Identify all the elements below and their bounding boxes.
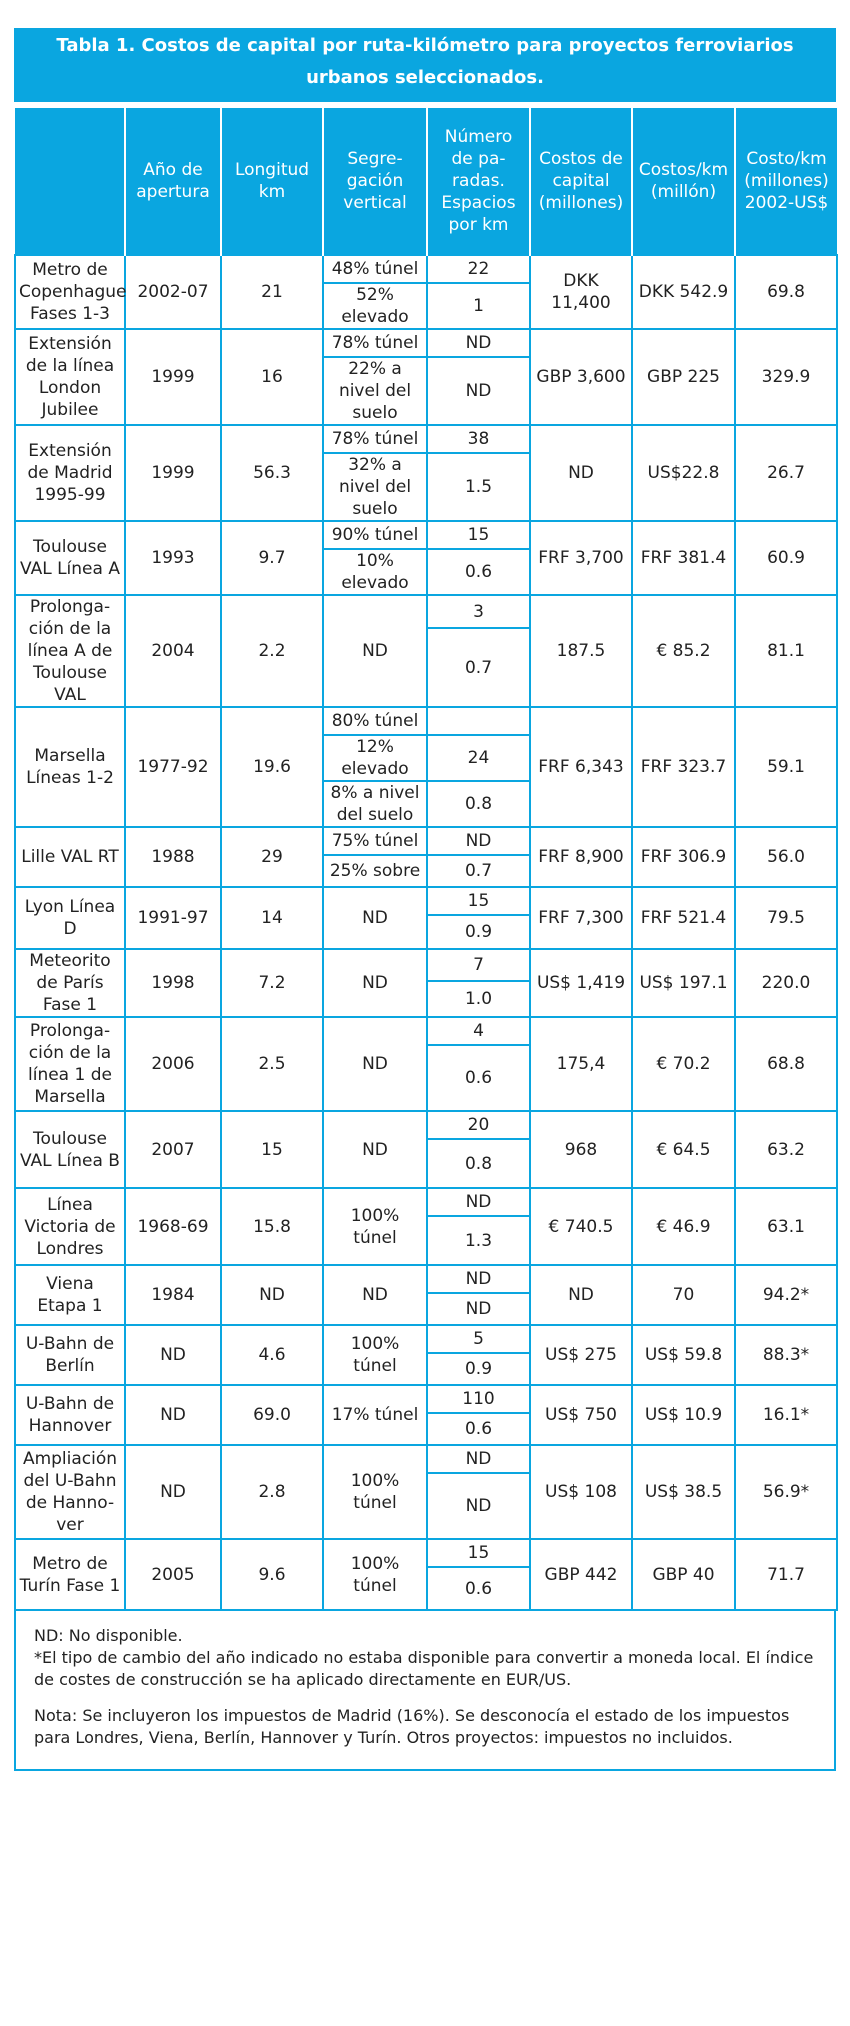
- stops-per-km: 0.9: [427, 915, 530, 949]
- notes: [14, 1611, 836, 1771]
- opening-year: 1988: [125, 827, 221, 887]
- length-km: 2.2: [221, 595, 323, 707]
- capital-cost: DKK 11,400: [530, 255, 632, 329]
- stops-per-km: 0.6: [427, 549, 530, 595]
- vertical-segregation: 25% sobre: [323, 855, 427, 887]
- opening-year: 1993: [125, 521, 221, 595]
- length-km: 2.5: [221, 1017, 323, 1111]
- table-row: [15, 1188, 837, 1216]
- length-km: 56.3: [221, 425, 323, 521]
- stops-per-km: 0.7: [427, 628, 530, 707]
- cost-per-km: GBP 225: [632, 329, 735, 425]
- cost-per-km: € 46.9: [632, 1188, 735, 1265]
- header-row: [15, 108, 837, 255]
- vertical-segregation: 22% a nivel del suelo: [323, 357, 427, 425]
- stops-per-km: 0.7: [427, 855, 530, 887]
- cost-per-km: DKK 542.9: [632, 255, 735, 329]
- table-row: [15, 1017, 837, 1045]
- table-row: [15, 1539, 837, 1567]
- stops-per-km: ND: [427, 329, 530, 357]
- cost-per-km-usd: 220.0: [735, 949, 837, 1017]
- vertical-segregation: 100% túnel: [323, 1325, 427, 1385]
- vertical-segregation: 78% túnel: [323, 329, 427, 357]
- cost-per-km-usd: 60.9: [735, 521, 837, 595]
- project-name: Lille VAL RT: [15, 827, 125, 887]
- length-km: 16: [221, 329, 323, 425]
- opening-year: 1999: [125, 329, 221, 425]
- project-name: Extensión de la línea London Jubilee: [15, 329, 125, 425]
- opening-year: 2005: [125, 1539, 221, 1610]
- vertical-segregation: 100% túnel: [323, 1188, 427, 1265]
- capital-cost: FRF 8,900: [530, 827, 632, 887]
- project-name: Ampliación del U-Bahn de Hanno-ver: [15, 1445, 125, 1539]
- opening-year: ND: [125, 1445, 221, 1539]
- vertical-segregation: 80% túnel: [323, 707, 427, 735]
- cost-per-km: € 64.5: [632, 1111, 735, 1188]
- cost-per-km: FRF 323.7: [632, 707, 735, 827]
- cost-per-km-usd: 71.7: [735, 1539, 837, 1610]
- vertical-segregation: 48% túnel: [323, 255, 427, 283]
- table-row: [15, 827, 837, 855]
- header-cost-usd: Costo/km (millones) 2002-US$: [735, 108, 837, 255]
- vertical-segregation: 100% túnel: [323, 1445, 427, 1539]
- cost-per-km-usd: 63.1: [735, 1188, 837, 1265]
- vertical-segregation: ND: [323, 949, 427, 1017]
- length-km: 4.6: [221, 1325, 323, 1385]
- vertical-segregation: ND: [323, 1265, 427, 1325]
- table-row: [15, 1325, 837, 1353]
- table-row: [15, 887, 837, 915]
- header-project: [15, 108, 125, 255]
- project-name: Extensión de Madrid 1995-99: [15, 425, 125, 521]
- cost-per-km: US$22.8: [632, 425, 735, 521]
- stops-per-km: 1: [427, 283, 530, 329]
- stops-per-km: 1.5: [427, 453, 530, 521]
- stops-per-km: ND: [427, 827, 530, 855]
- cost-per-km-usd: 26.7: [735, 425, 837, 521]
- length-km: 69.0: [221, 1385, 323, 1445]
- capital-cost: FRF 3,700: [530, 521, 632, 595]
- table-row: [15, 949, 837, 981]
- stops-per-km: 15: [427, 521, 530, 549]
- stops-per-km: 0.8: [427, 781, 530, 827]
- cost-per-km-usd: 16.1*: [735, 1385, 837, 1445]
- vertical-segregation: ND: [323, 887, 427, 949]
- table-body: [15, 255, 837, 1610]
- opening-year: 2007: [125, 1111, 221, 1188]
- cost-per-km: € 85.2: [632, 595, 735, 707]
- table-row: [15, 595, 837, 628]
- opening-year: 1998: [125, 949, 221, 1017]
- cost-per-km: FRF 521.4: [632, 887, 735, 949]
- header-stops: Número de pa-radas. Espacios por km: [427, 108, 530, 255]
- project-name: U-Bahn de Hannover: [15, 1385, 125, 1445]
- header-cost-per-km: Costos/km (millón): [632, 108, 735, 255]
- vertical-segregation: ND: [323, 595, 427, 707]
- capital-cost: GBP 442: [530, 1539, 632, 1610]
- stops-per-km: 110: [427, 1385, 530, 1413]
- stops-per-km: 3: [427, 595, 530, 628]
- table-row: [15, 255, 837, 283]
- table-row: [15, 1265, 837, 1293]
- table-title: Tabla 1. Costos de capital por ruta-kilómetro para proyectos ferroviarios urbanos seleccionados.: [14, 28, 836, 102]
- cost-per-km-usd: 68.8: [735, 1017, 837, 1111]
- project-name: Toulouse VAL Línea A: [15, 521, 125, 595]
- length-km: 21: [221, 255, 323, 329]
- note-taxes: Nota: Se incluyeron los impuestos de Madrid (16%). Se desconocía el estado de los impuestos para Londres, Viena, Berlín, Hannover y Turín. Otros proyectos: impuestos no incluidos.: [34, 1706, 790, 1747]
- table-row: [15, 521, 837, 549]
- cost-per-km-usd: 69.8: [735, 255, 837, 329]
- table-row: [15, 329, 837, 357]
- opening-year: 2004: [125, 595, 221, 707]
- cost-per-km-usd: 329.9: [735, 329, 837, 425]
- cost-per-km: US$ 59.8: [632, 1325, 735, 1385]
- stops-per-km: ND: [427, 1445, 530, 1473]
- stops-per-km: 0.8: [427, 1139, 530, 1188]
- project-name: Toulouse VAL Línea B: [15, 1111, 125, 1188]
- stops-per-km: ND: [427, 1188, 530, 1216]
- vertical-segregation: 10% elevado: [323, 549, 427, 595]
- stops-per-km: [427, 707, 530, 735]
- vertical-segregation: 32% a nivel del suelo: [323, 453, 427, 521]
- vertical-segregation: 75% túnel: [323, 827, 427, 855]
- capital-cost: ND: [530, 425, 632, 521]
- cost-per-km: € 70.2: [632, 1017, 735, 1111]
- cost-per-km-usd: 56.0: [735, 827, 837, 887]
- stops-per-km: 22: [427, 255, 530, 283]
- capital-costs-table: [14, 108, 838, 1611]
- capital-cost: 187.5: [530, 595, 632, 707]
- stops-per-km: 1.3: [427, 1216, 530, 1265]
- project-name: Prolonga-ción de la línea 1 de Marsella: [15, 1017, 125, 1111]
- project-name: Meteorito de París Fase 1: [15, 949, 125, 1017]
- opening-year: ND: [125, 1385, 221, 1445]
- cost-per-km-usd: 94.2*: [735, 1265, 837, 1325]
- opening-year: 2002-07: [125, 255, 221, 329]
- cost-per-km: GBP 40: [632, 1539, 735, 1610]
- vertical-segregation: 8% a nivel del suelo: [323, 781, 427, 827]
- vertical-segregation: 100% túnel: [323, 1539, 427, 1610]
- cost-per-km: FRF 381.4: [632, 521, 735, 595]
- stops-per-km: ND: [427, 1265, 530, 1293]
- table-row: [15, 1445, 837, 1473]
- capital-cost: 175,4: [530, 1017, 632, 1111]
- capital-cost: US$ 275: [530, 1325, 632, 1385]
- capital-cost: US$ 1,419: [530, 949, 632, 1017]
- cost-per-km-usd: 63.2: [735, 1111, 837, 1188]
- header-length: Longitud km: [221, 108, 323, 255]
- cost-per-km-usd: 88.3*: [735, 1325, 837, 1385]
- cost-per-km: US$ 10.9: [632, 1385, 735, 1445]
- opening-year: 1977-92: [125, 707, 221, 827]
- stops-per-km: ND: [427, 1473, 530, 1539]
- vertical-segregation: 90% túnel: [323, 521, 427, 549]
- project-name: Viena Etapa 1: [15, 1265, 125, 1325]
- note-nd: ND: No disponible.: [34, 1626, 183, 1645]
- stops-per-km: 0.9: [427, 1353, 530, 1385]
- stops-per-km: ND: [427, 357, 530, 425]
- stops-per-km: 15: [427, 887, 530, 915]
- capital-cost: GBP 3,600: [530, 329, 632, 425]
- capital-cost: 968: [530, 1111, 632, 1188]
- project-name: U-Bahn de Berlín: [15, 1325, 125, 1385]
- project-name: Prolonga-ción de la línea A de Toulouse VAL: [15, 595, 125, 707]
- opening-year: 2006: [125, 1017, 221, 1111]
- cost-per-km: US$ 38.5: [632, 1445, 735, 1539]
- vertical-segregation: ND: [323, 1017, 427, 1111]
- project-name: Metro de Copenhague Fases 1-3: [15, 255, 125, 329]
- project-name: Lyon Línea D: [15, 887, 125, 949]
- vertical-segregation: 52% elevado: [323, 283, 427, 329]
- capital-cost: ND: [530, 1265, 632, 1325]
- vertical-segregation: 78% túnel: [323, 425, 427, 453]
- note-asterisk: *El tipo de cambio del año indicado no estaba disponible para convertir a moneda local. El índice de costes de construcción se ha aplicado directamente en EUR/US.: [34, 1648, 814, 1689]
- stops-per-km: 5: [427, 1325, 530, 1353]
- capital-cost: FRF 6,343: [530, 707, 632, 827]
- length-km: 15: [221, 1111, 323, 1188]
- opening-year: 1991-97: [125, 887, 221, 949]
- table-figure: [14, 28, 836, 1771]
- header-capital: Costos de capital (millones): [530, 108, 632, 255]
- length-km: 19.6: [221, 707, 323, 827]
- project-name: Línea Victoria de Londres: [15, 1188, 125, 1265]
- opening-year: 1999: [125, 425, 221, 521]
- cost-per-km-usd: 79.5: [735, 887, 837, 949]
- project-name: Marsella Líneas 1-2: [15, 707, 125, 827]
- stops-per-km: 20: [427, 1111, 530, 1139]
- length-km: 29: [221, 827, 323, 887]
- header-year: Año de apertura: [125, 108, 221, 255]
- table-row: [15, 1385, 837, 1413]
- header-segregation: Segre-gación vertical: [323, 108, 427, 255]
- opening-year: 1984: [125, 1265, 221, 1325]
- length-km: 9.7: [221, 521, 323, 595]
- length-km: 14: [221, 887, 323, 949]
- stops-per-km: 24: [427, 735, 530, 781]
- cost-per-km: FRF 306.9: [632, 827, 735, 887]
- cost-per-km-usd: 56.9*: [735, 1445, 837, 1539]
- project-name: Metro de Turín Fase 1: [15, 1539, 125, 1610]
- capital-cost: € 740.5: [530, 1188, 632, 1265]
- cost-per-km: 70: [632, 1265, 735, 1325]
- vertical-segregation: 17% túnel: [323, 1385, 427, 1445]
- capital-cost: FRF 7,300: [530, 887, 632, 949]
- stops-per-km: 1.0: [427, 981, 530, 1017]
- opening-year: 1968-69: [125, 1188, 221, 1265]
- stops-per-km: 7: [427, 949, 530, 981]
- capital-cost: US$ 750: [530, 1385, 632, 1445]
- opening-year: ND: [125, 1325, 221, 1385]
- stops-per-km: 0.6: [427, 1567, 530, 1610]
- length-km: 15.8: [221, 1188, 323, 1265]
- table-row: [15, 425, 837, 453]
- stops-per-km: 38: [427, 425, 530, 453]
- cost-per-km-usd: 81.1: [735, 595, 837, 707]
- table-row: [15, 1111, 837, 1139]
- stops-per-km: ND: [427, 1293, 530, 1325]
- vertical-segregation: 12% elevado: [323, 735, 427, 781]
- table-row: [15, 707, 837, 735]
- length-km: ND: [221, 1265, 323, 1325]
- vertical-segregation: ND: [323, 1111, 427, 1188]
- length-km: 9.6: [221, 1539, 323, 1610]
- length-km: 7.2: [221, 949, 323, 1017]
- stops-per-km: 0.6: [427, 1413, 530, 1445]
- length-km: 2.8: [221, 1445, 323, 1539]
- stops-per-km: 0.6: [427, 1045, 530, 1111]
- cost-per-km-usd: 59.1: [735, 707, 837, 827]
- cost-per-km: US$ 197.1: [632, 949, 735, 1017]
- capital-cost: US$ 108: [530, 1445, 632, 1539]
- stops-per-km: 15: [427, 1539, 530, 1567]
- stops-per-km: 4: [427, 1017, 530, 1045]
